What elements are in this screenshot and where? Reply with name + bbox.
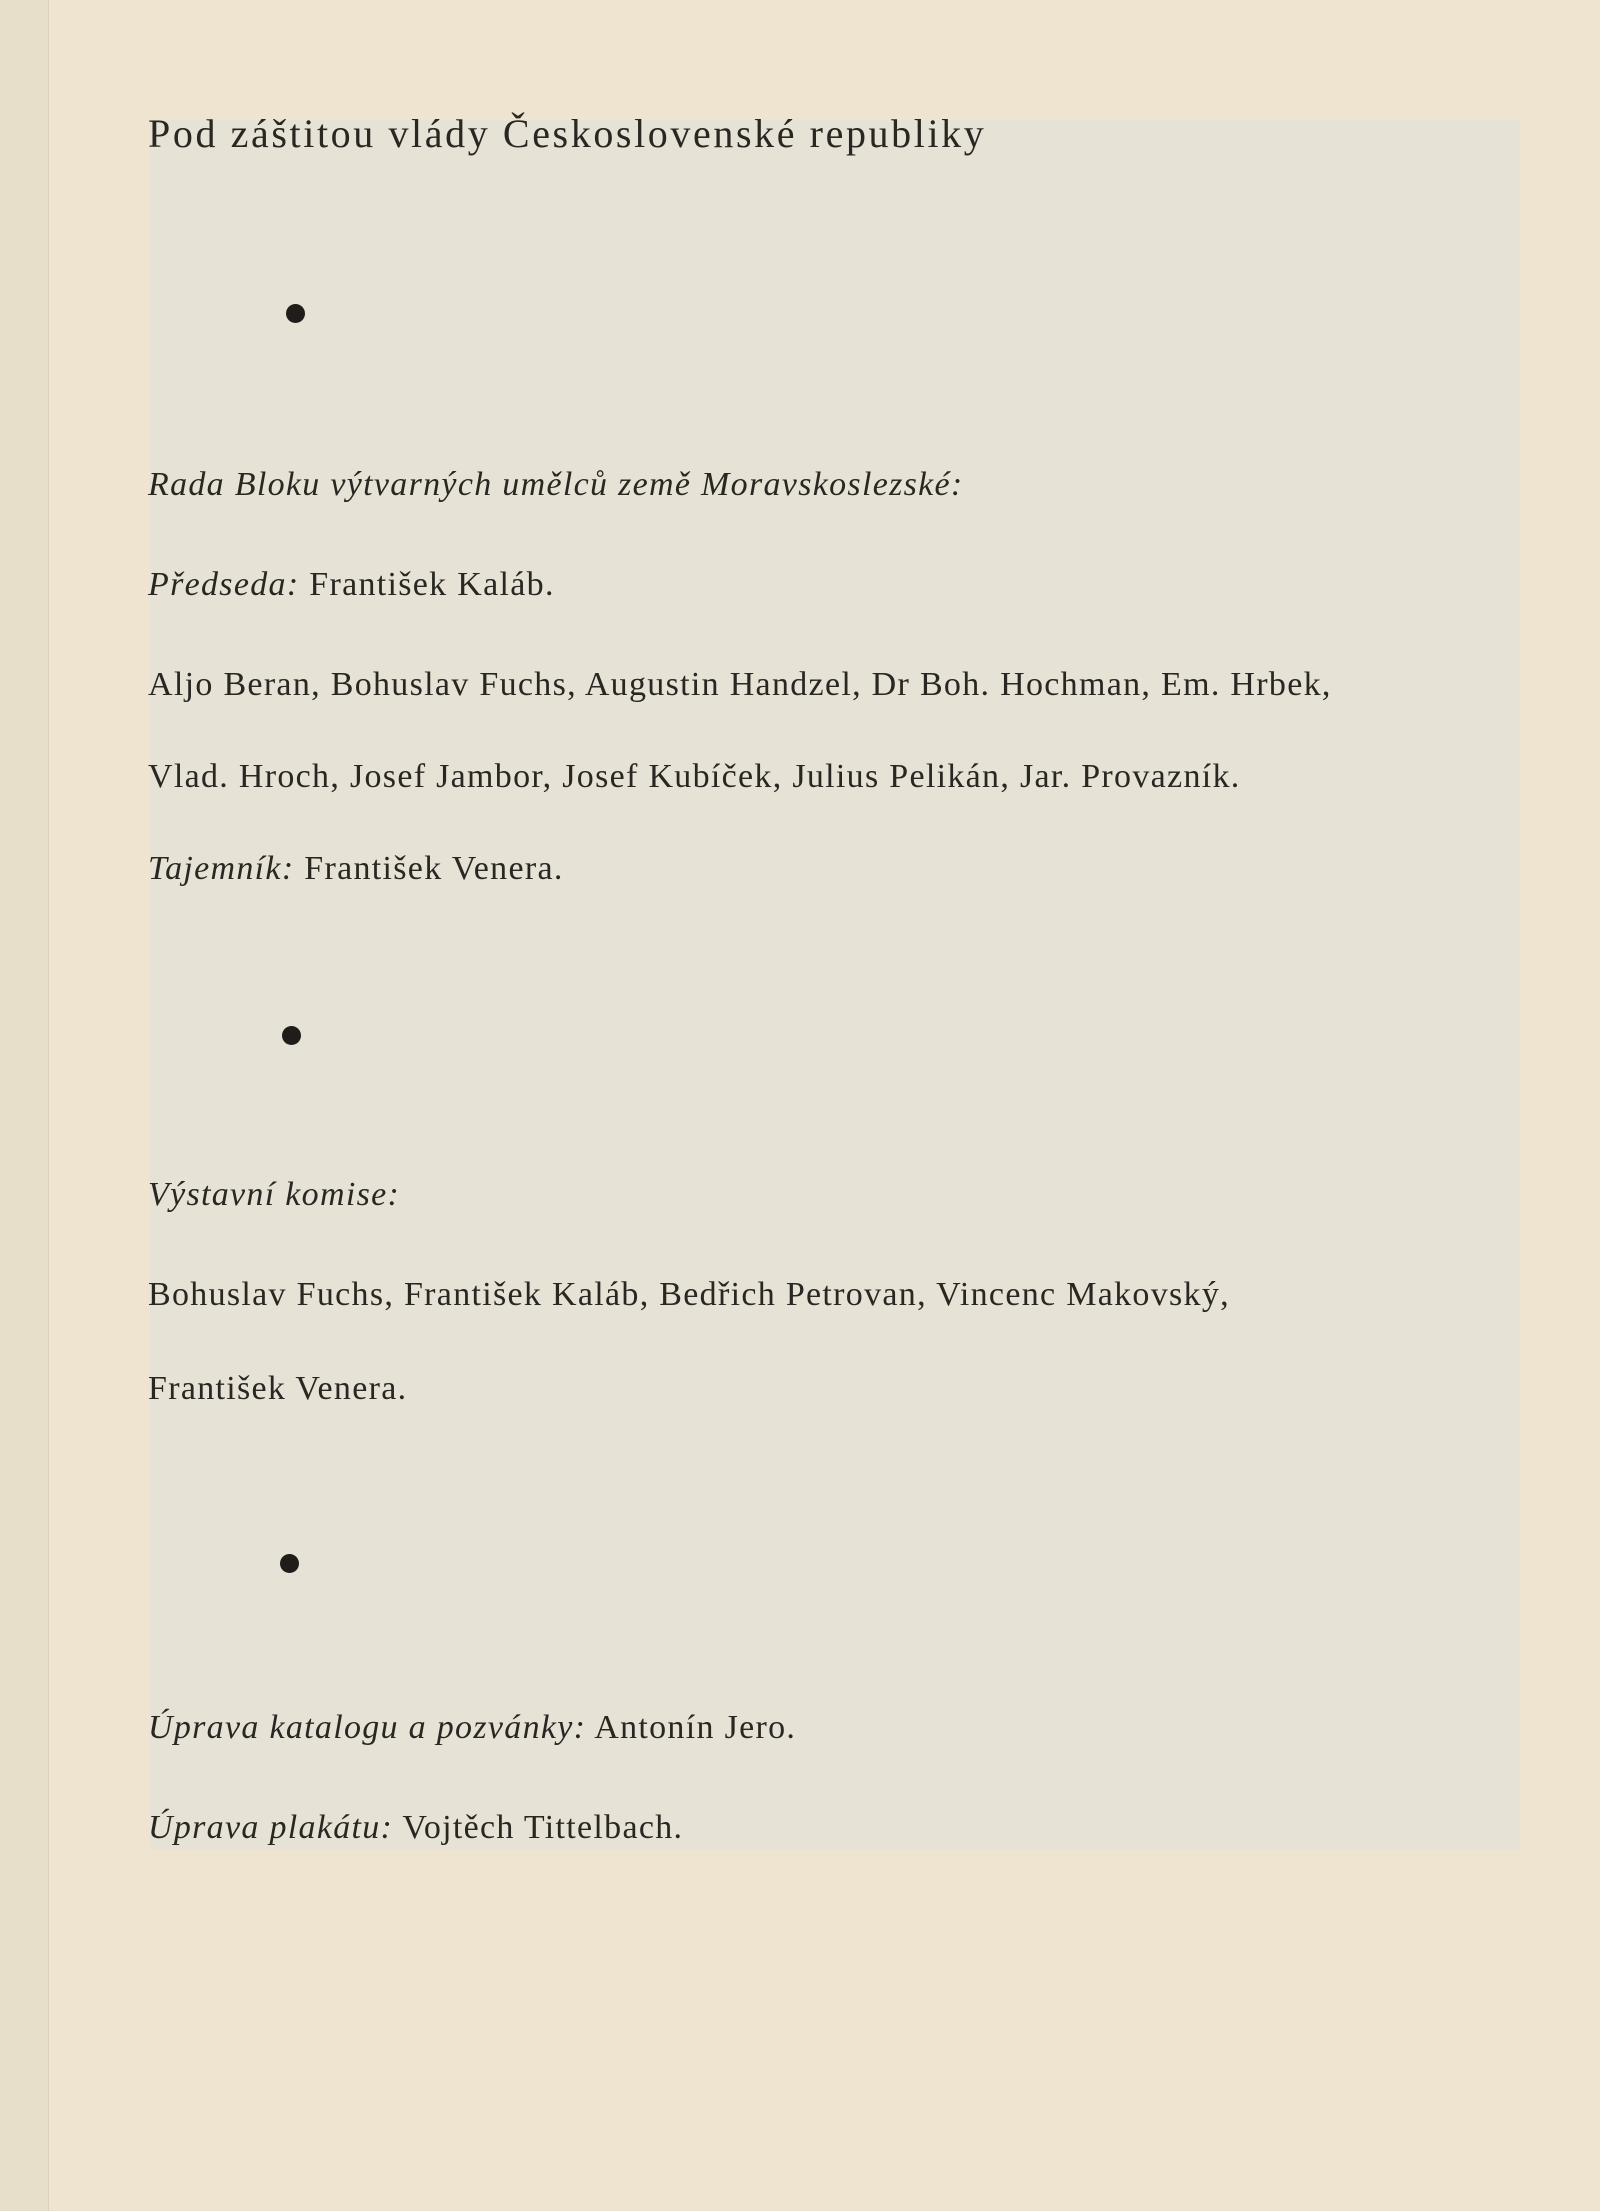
bullet-dot-icon (282, 1026, 301, 1045)
secretary-label: Tajemník: (148, 850, 295, 887)
council-title-line (148, 465, 964, 505)
committee-title-line (148, 1175, 400, 1215)
poster-credit-name: Vojtěch Tittelbach. (402, 1809, 684, 1846)
bullet-dot-icon (280, 1554, 299, 1573)
committee-members-line-2: František Venera. (148, 1370, 408, 1407)
catalog-credit-name: Antonín Jero. (594, 1709, 797, 1746)
poster-credit-line (148, 1808, 683, 1848)
committee-members-line-1: Bohuslav Fuchs, František Kaláb, Bedřich Petrovan, Vincenc Makovský, (148, 1276, 1230, 1313)
chair-name: František Kaláb. (309, 566, 555, 603)
committee-title: Výstavní komise: (148, 1176, 401, 1213)
secretary-line (148, 849, 564, 889)
print-area (150, 120, 1520, 1850)
council-title: Rada Bloku výtvarných umělců země Moravskoslezské: (148, 466, 964, 503)
council-members-line-2: Vlad. Hroch, Josef Jambor, Josef Kubíček, Julius Pelikán, Jar. Provazník. (148, 758, 1241, 795)
secretary-name: František Venera. (304, 850, 564, 887)
page-gutter (0, 0, 49, 2211)
catalog-credit-line (148, 1708, 796, 1748)
catalog-credit-label: Úprava katalogu a pozvánky: (148, 1709, 587, 1746)
poster-credit-label: Úprava plakátu: (148, 1809, 394, 1846)
chair-line (148, 565, 555, 605)
council-members-line-1: Aljo Beran, Bohuslav Fuchs, Augustin Handzel, Dr Boh. Hochman, Em. Hrbek, (148, 666, 1332, 703)
patronage-heading: Pod záštitou vlády Československé republiky (148, 111, 987, 156)
bullet-dot-icon (286, 304, 305, 323)
chair-label: Předseda: (148, 566, 300, 603)
